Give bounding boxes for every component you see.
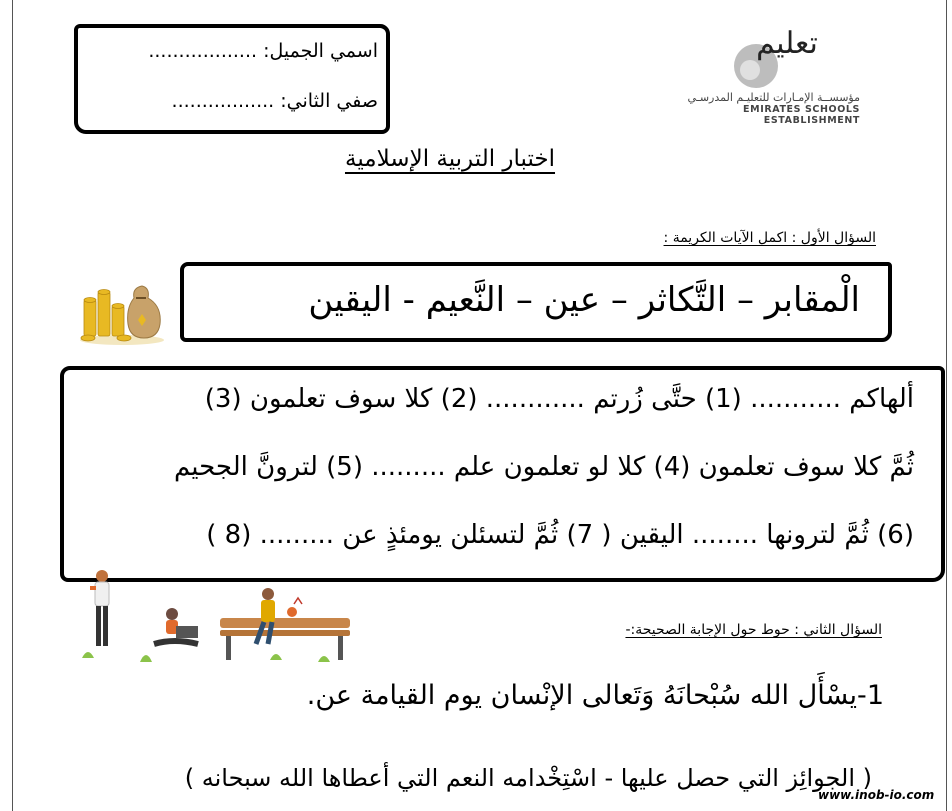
verse-line-2: ثُمَّ كلا سوف تعلمون (4) كلا لو تعلمون علم ......... (5) لترونَّ الجحيم — [173, 452, 914, 482]
people-with-phones-illustration — [80, 566, 360, 666]
question2-item-1: 1-يسْأَل الله سُبْحانَهُ وَتَعالى الإنْسان يوم القيامة عن. — [306, 680, 884, 711]
question1-heading: السؤال الأول : اكمل الآيات الكريمة : — [663, 230, 876, 246]
coins-money-bag-icon — [76, 280, 168, 346]
logo-subtitle-ar: مؤسســة الإمـارات للتعليـم المدرسـي — [687, 91, 860, 104]
logo-subtitle-en: EMIRATES SCHOOLS ESTABLISHMENT — [743, 104, 860, 126]
exam-title: اختبار التربية الإسلامية — [344, 146, 556, 172]
logo-name: تعليم — [756, 26, 818, 61]
student-name-line: اسمي الجميل: .................. — [148, 40, 378, 62]
student-class-line: صفي الثاني: ................. — [171, 90, 378, 112]
question2-answer-choices[interactable]: ( الجوائِز التي حصل عليها - اسْتِخْدامه النعم التي أعطاها الله سبحانه ) — [184, 764, 872, 792]
question2-heading: السؤال الثاني : حوط حول الإجابة الصحيحة:- — [625, 622, 882, 638]
word-bank: الْمقابر – التَّكاثر – عين – النَّعيم - اليقين — [308, 280, 860, 320]
site-watermark: www.inob-io.com — [818, 788, 935, 802]
verse-line-1: ألهاكم ........... (1) حتَّى زُرتم ............ (2) كلا سوف تعلمون (3) — [204, 384, 914, 414]
verse-line-3: (6) ثُمَّ لترونها ........ اليقين ( 7) ثُمَّ لتسئلن يومئذٍ عن ......... (8 ) — [206, 520, 914, 550]
page-edge-right — [946, 0, 947, 811]
page-edge-left — [12, 0, 13, 811]
